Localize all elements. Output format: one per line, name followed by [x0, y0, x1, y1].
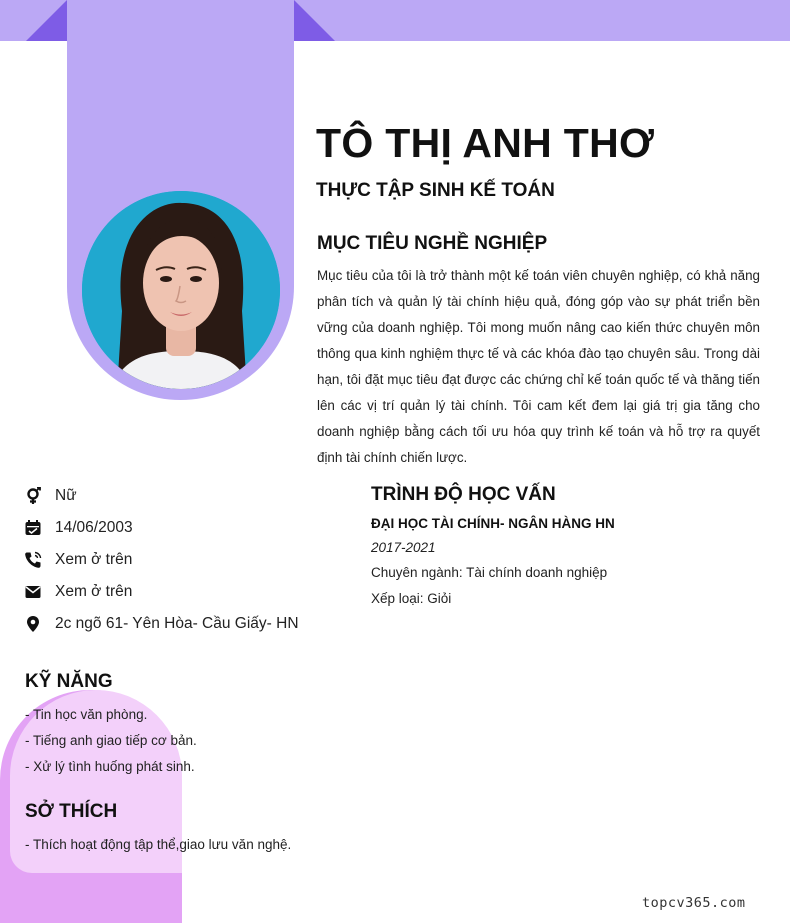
skill-item: - Tiếng anh giao tiếp cơ bản.	[25, 733, 197, 748]
candidate-name: TÔ THỊ ANH THƠ	[316, 120, 655, 166]
hobby-item: - Thích hoạt động tập thể,giao lưu văn nghệ.	[25, 837, 292, 852]
location-icon	[24, 615, 42, 633]
education-major: Chuyên ngành: Tài chính doanh nghiệp	[371, 565, 608, 580]
address-value: 2c ngõ 61- Yên Hòa- Cầu Giấy- HN	[55, 615, 299, 632]
gender-value: Nữ	[55, 487, 77, 504]
top-left-fold	[26, 0, 67, 41]
avatar	[82, 191, 280, 389]
skills-list	[25, 702, 197, 780]
contact-email	[24, 576, 344, 608]
gender-icon	[24, 487, 42, 505]
education-school: ĐẠI HỌC TÀI CHÍNH- NGÂN HÀNG HN	[371, 516, 615, 531]
phone-value: Xem ở trên	[55, 551, 133, 568]
contact-dob	[24, 512, 344, 544]
contact-info	[24, 480, 344, 640]
hobbies-title: SỞ THÍCH	[25, 801, 118, 822]
calendar-icon	[24, 519, 42, 537]
contact-gender	[24, 480, 344, 512]
skill-item: - Tin học văn phòng.	[25, 707, 148, 722]
education-title: TRÌNH ĐỘ HỌC VẤN	[371, 484, 556, 505]
dob-value: 14/06/2003	[55, 519, 133, 536]
phone-icon	[24, 551, 42, 569]
watermark: topcv365.com	[642, 895, 746, 911]
email-icon	[24, 583, 42, 601]
email-value: Xem ở trên	[55, 583, 133, 600]
hobbies-list	[25, 832, 291, 858]
job-title: THỰC TẬP SINH KẾ TOÁN	[316, 180, 555, 201]
contact-phone	[24, 544, 344, 576]
objective-title: MỤC TIÊU NGHỀ NGHIỆP	[317, 233, 548, 254]
top-right-fold	[294, 0, 335, 41]
skills-title: KỸ NĂNG	[25, 671, 113, 692]
education-rank: Xếp loại: Giỏi	[371, 591, 452, 606]
skill-item: - Xử lý tình huống phát sinh.	[25, 759, 195, 774]
education-years: 2017-2021	[371, 540, 436, 555]
objective-text: Mục tiêu của tôi là trở thành một kế toán viên chuyên nghiệp, có khả năng phân tích và quản lý tài chính hiệu quả, đóng góp vào sự phát triển bền vững của doanh nghiệp. Tôi mong muốn nâng cao kiến thức chuyên môn thông qua kinh nghiệm thực tế và các khóa đào tạo chuyên sâu. Trong dài hạn, tôi đặt mục tiêu đạt được các chứng chỉ kế toán quốc tế và thăng tiến lên các vị trí quản lý tài chính. Tôi cam kết đem lại giá trị gia tăng cho doanh nghiệp bằng cách tối ưu hóa quy trình kế toán và hỗ trợ ra quyết định tài chính chiến lược.	[317, 268, 760, 465]
contact-address	[24, 608, 344, 640]
